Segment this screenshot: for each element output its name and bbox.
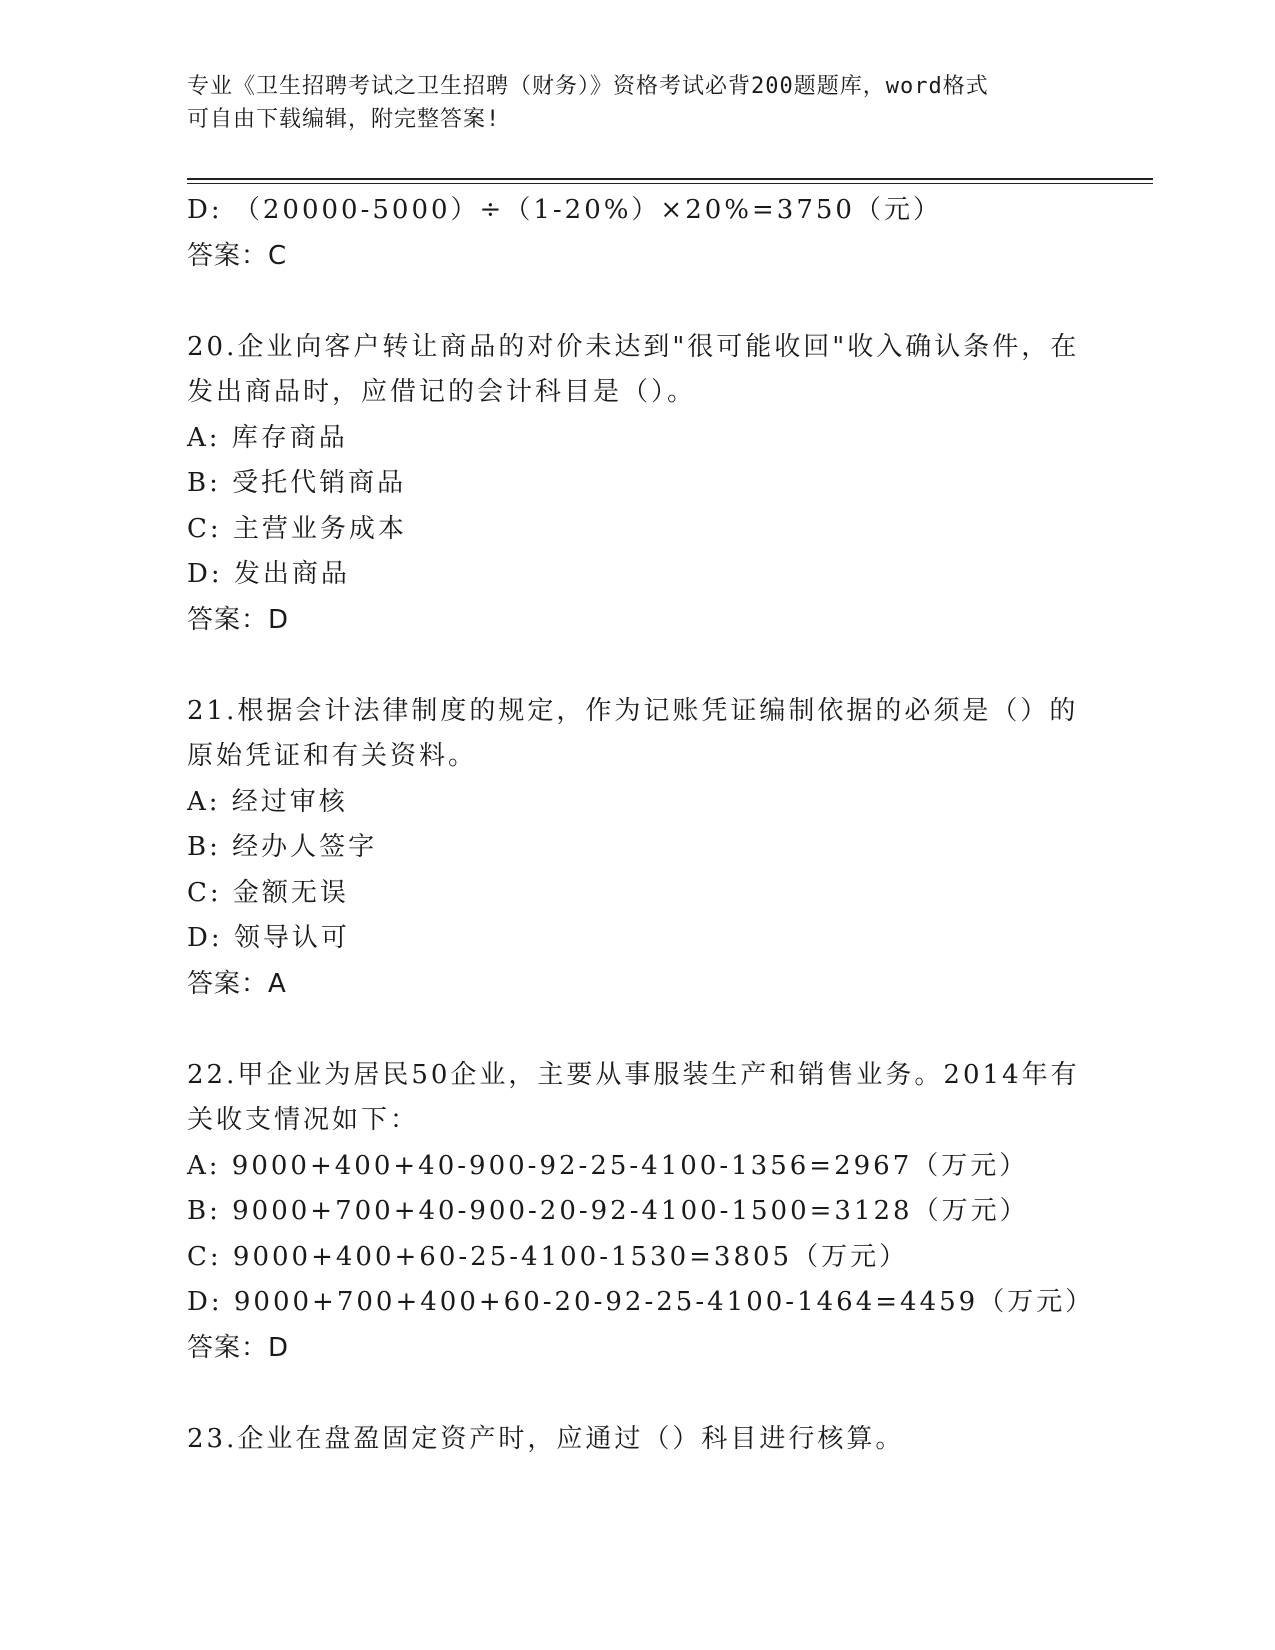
answer: 答案：D: [187, 1332, 290, 1363]
option-b: B: 受托代销商品: [187, 468, 407, 498]
answer: 答案：C: [187, 240, 288, 271]
header-line-1: 专业《卫生招聘考试之卫生招聘（财务）》资格考试必背200题题库，word格式: [187, 74, 989, 99]
document-header: [187, 70, 1067, 136]
option-a: A: 库存商品: [187, 422, 348, 453]
question-text: 关收支情况如下：: [187, 1105, 420, 1135]
question-20: [187, 325, 1087, 644]
question-22: [187, 1053, 1095, 1372]
question-text: 21.根据会计法律制度的规定，作为记账凭证编制依据的必须是（）的: [187, 695, 1079, 726]
option-d: D: （20000-5000）÷（1-20%）×20%=3750（元）: [187, 195, 942, 225]
option-d: D: 9000+700+400+60-20-92-25-4100-1464=4459（万元）: [187, 1287, 1095, 1317]
option-b: B: 经办人签字: [187, 832, 378, 862]
question-list: [187, 188, 1095, 1462]
option-d: D: 发出商品: [187, 559, 350, 589]
answer: 答案：D: [187, 604, 290, 635]
question-text: 20.企业向客户转让商品的对价未达到"很可能收回"收入确认条件，在: [187, 331, 1080, 362]
header-line-2: 可自由下载编辑，附完整答案!: [187, 107, 501, 132]
answer: 答案：A: [187, 968, 287, 999]
option-b: B: 9000+700+40-900-20-92-4100-1500=3128（万元）: [187, 1196, 1029, 1226]
previous-question-tail: [187, 188, 1087, 279]
option-a: A: 9000+400+40-900-92-25-4100-1356=2967（万元）: [187, 1150, 1029, 1181]
question-text: 原始凭证和有关资料。: [187, 741, 478, 771]
option-c: C: 9000+400+60-25-4100-1530=3805（万元）: [187, 1241, 909, 1272]
option-c: C: 金额无误: [187, 877, 349, 908]
question-text: 发出商品时，应借记的会计科目是（）。: [187, 377, 697, 407]
question-23: [187, 1417, 1087, 1463]
question-21: [187, 689, 1087, 1008]
header-divider-thick: [187, 178, 1153, 180]
header-divider-thin: [187, 183, 1153, 184]
option-c: C: 主营业务成本: [187, 513, 407, 544]
option-d: D: 领导认可: [187, 923, 350, 953]
question-text: 22.甲企业为居民50企业，主要从事服装生产和销售业务。2014年有: [187, 1059, 1080, 1090]
question-text: 23.企业在盘盈固定资产时，应通过（）科目进行核算。: [187, 1423, 905, 1454]
option-a: A: 经过审核: [187, 786, 348, 817]
